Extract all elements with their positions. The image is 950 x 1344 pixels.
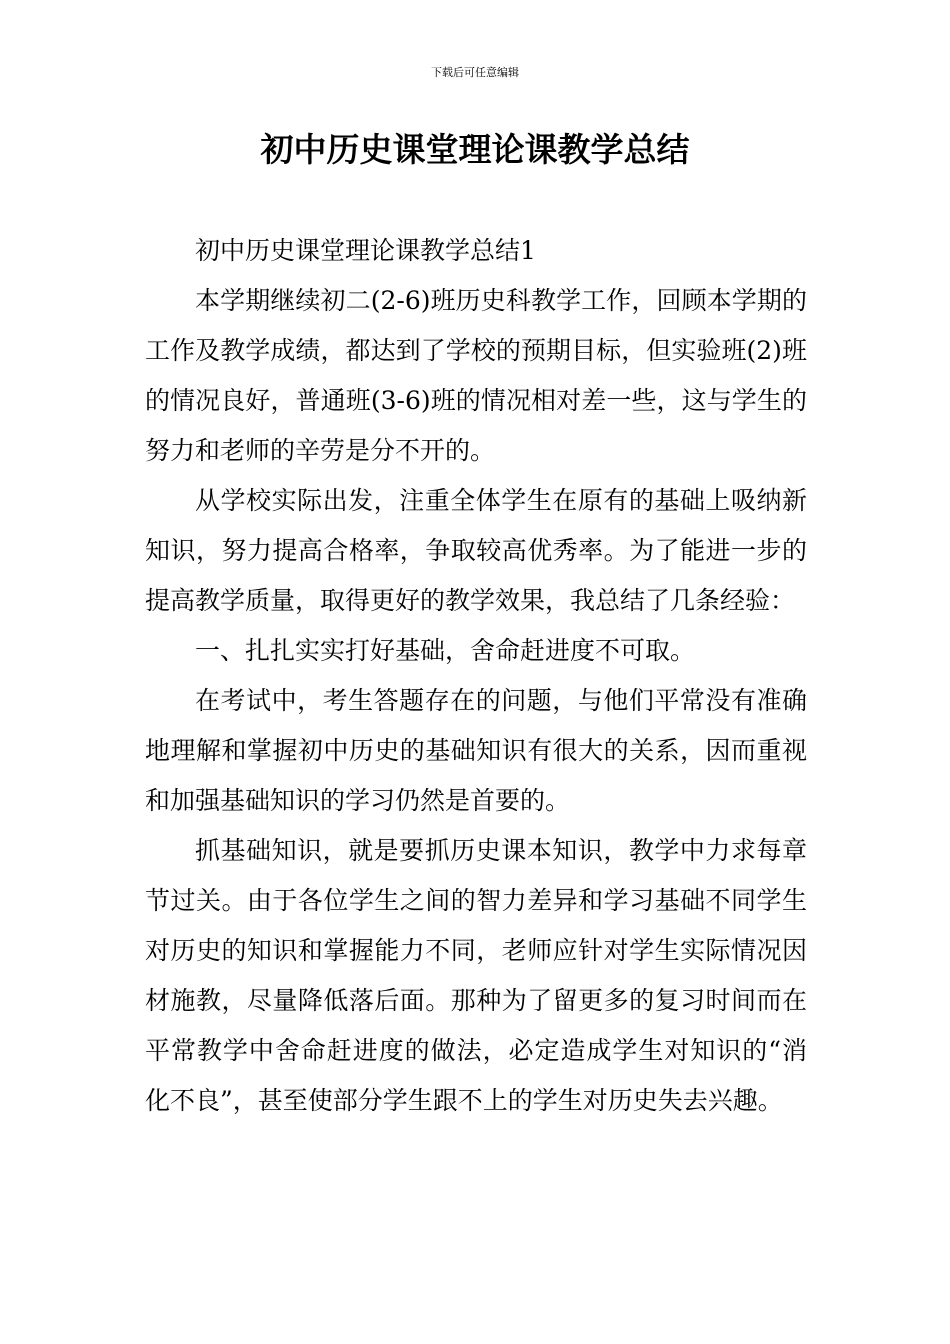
- paragraph: 在考试中，考生答题存在的问题，与他们平常没有准确地理解和掌握初中历史的基础知识有很大的关系，因而重视和加强基础知识的学习仍然是首要的。: [145, 686, 807, 815]
- section-heading: 初中历史课堂理论课教学总结1: [195, 236, 536, 265]
- paragraph: 本学期继续初二(2-6)班历史科教学工作，回顾本学期的工作及教学成绩，都达到了学校的预期目标，但实验班(2)班的情况良好，普通班(3-6)班的情况相对差一些，这与学生的努力和老师的辛劳是分不开的。: [145, 286, 807, 465]
- subheading: 一、扎扎实实打好基础，舍命赶进度不可取。: [195, 636, 696, 665]
- document-title: 初中历史课堂理论课教学总结: [260, 130, 690, 169]
- document-body: [145, 226, 807, 1126]
- header-note: 下载后可任意编辑: [431, 66, 519, 79]
- paragraph: 从学校实际出发，注重全体学生在原有的基础上吸纳新知识，努力提高合格率，争取较高优秀率。为了能进一步的提高教学质量，取得更好的教学效果，我总结了几条经验：: [145, 486, 807, 615]
- paragraph: 抓基础知识，就是要抓历史课本知识，教学中力求每章节过关。由于各位学生之间的智力差异和学习基础不同学生对历史的知识和掌握能力不同，老师应针对学生实际情况因材施教，尽量降低落后面。那种为了留更多的复习时间而在平常教学中舍命赶进度的做法，必定造成学生对知识的“消化不良”，甚至使部分学生跟不上的学生对历史失去兴趣。: [145, 836, 807, 1115]
